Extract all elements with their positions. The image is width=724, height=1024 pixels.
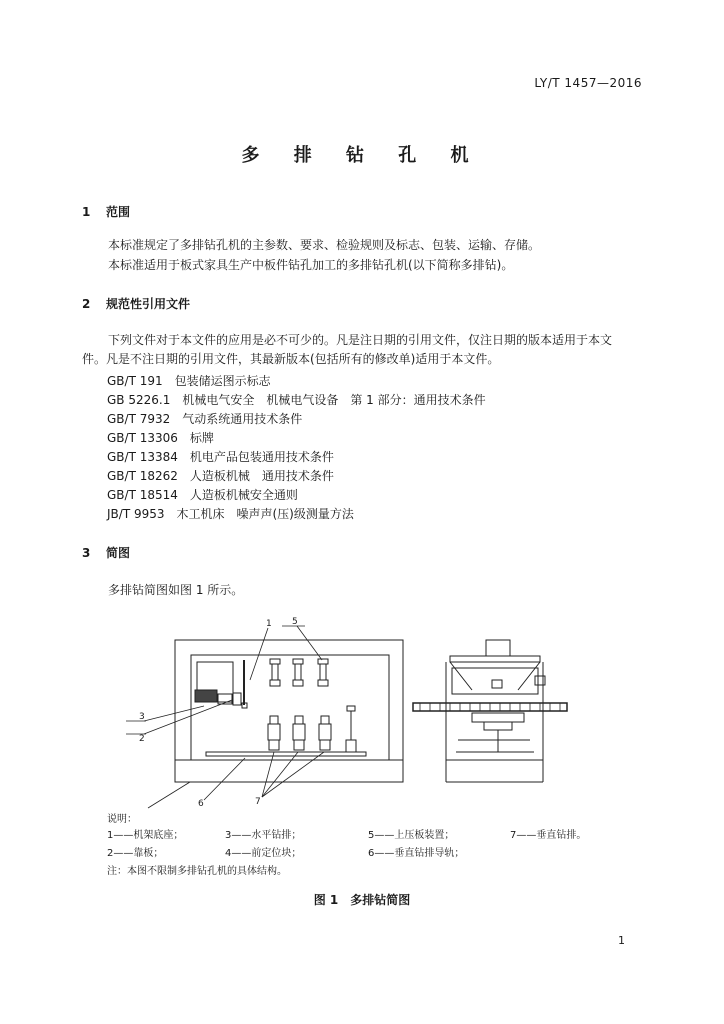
legend-item: 6——垂直钻排导轨； — [368, 848, 465, 859]
section-number: 3 — [82, 546, 91, 560]
callout-label: 3 — [139, 712, 145, 722]
paragraph: 下列文件对于本文件的应用是必不可少的。凡是注日期的引用文件，仅注日期的版本适用于本文 — [108, 333, 613, 347]
front-view — [175, 640, 403, 782]
figure-caption: 图 1 多排钻简图 — [313, 893, 411, 907]
section-3-heading — [82, 544, 130, 561]
reference-item: GB/T 18514 人造板机械安全通则 — [107, 488, 298, 502]
section-title: 规范性引用文件 — [106, 297, 191, 311]
section-2-heading — [82, 295, 190, 312]
legend-item: 5——上压板装置； — [368, 830, 455, 841]
figure-note: 注：本图不限制多排钻孔机的具体结构。 — [107, 866, 287, 877]
callout-label: 2 — [139, 734, 145, 744]
paragraph: 本标准适用于板式家具生产中板件钻孔加工的多排钻孔机(以下简称多排钻)。 — [108, 258, 514, 272]
vertical-spindle-1 — [268, 716, 280, 750]
section-title: 范围 — [106, 205, 131, 219]
page-number: 1 — [618, 934, 625, 947]
callout-label: 7 — [255, 797, 261, 807]
section-title: 简图 — [106, 546, 131, 560]
standard-number: LY/T 1457—2016 — [534, 76, 642, 90]
legend-title: 说明： — [107, 814, 137, 825]
reference-item: GB/T 18262 人造板机械 通用技术条件 — [107, 469, 334, 483]
section-number: 2 — [82, 297, 91, 311]
legend-item: 7——垂直钻排。 — [510, 830, 587, 841]
callout-label: 6 — [198, 799, 204, 809]
paragraph: 本标准规定了多排钻孔机的主参数、要求、检验规则及标志、包装、运输、存储。 — [108, 238, 541, 252]
section-1-heading — [82, 203, 130, 220]
reference-item: GB/T 13306 标牌 — [107, 431, 214, 445]
side-view — [413, 640, 567, 782]
horizontal-spindle-1 — [270, 659, 280, 686]
horizontal-spindle-2 — [293, 659, 303, 686]
callout-label: 5 — [292, 617, 298, 627]
paragraph: 多排钻简图如图 1 所示。 — [108, 583, 244, 597]
document-title: 多 排 钻 孔 机 — [241, 145, 483, 166]
paragraph: 件。凡是不注日期的引用文件，其最新版本(包括所有的修改单)适用于本文件。 — [82, 352, 500, 366]
callout-leaders — [126, 626, 324, 808]
legend-item: 2——靠板； — [107, 848, 164, 859]
reference-item: GB 5226.1 机械电气安全 机械电气设备 第 1 部分：通用技术条件 — [107, 393, 486, 407]
horizontal-spindle-3 — [318, 659, 328, 686]
callout-label: 1 — [266, 619, 272, 629]
legend-item: 3——水平钻排； — [225, 830, 302, 841]
reference-item: JB/T 9953 木工机床 噪声声(压)级测量方法 — [107, 507, 354, 521]
multi-row-drill-diagram — [0, 600, 724, 815]
vertical-spindle-2 — [293, 716, 305, 750]
reference-item: GB/T 13384 机电产品包装通用技术条件 — [107, 450, 334, 464]
legend-item: 1——机架底座； — [107, 830, 184, 841]
vertical-spindle-3 — [319, 716, 331, 750]
legend-item: 4——前定位块； — [225, 848, 302, 859]
reference-item: GB/T 191 包装储运图示标志 — [107, 374, 271, 388]
section-number: 1 — [82, 205, 91, 219]
front-positioning-block — [346, 706, 356, 752]
reference-item: GB/T 7932 气动系统通用技术条件 — [107, 412, 303, 426]
